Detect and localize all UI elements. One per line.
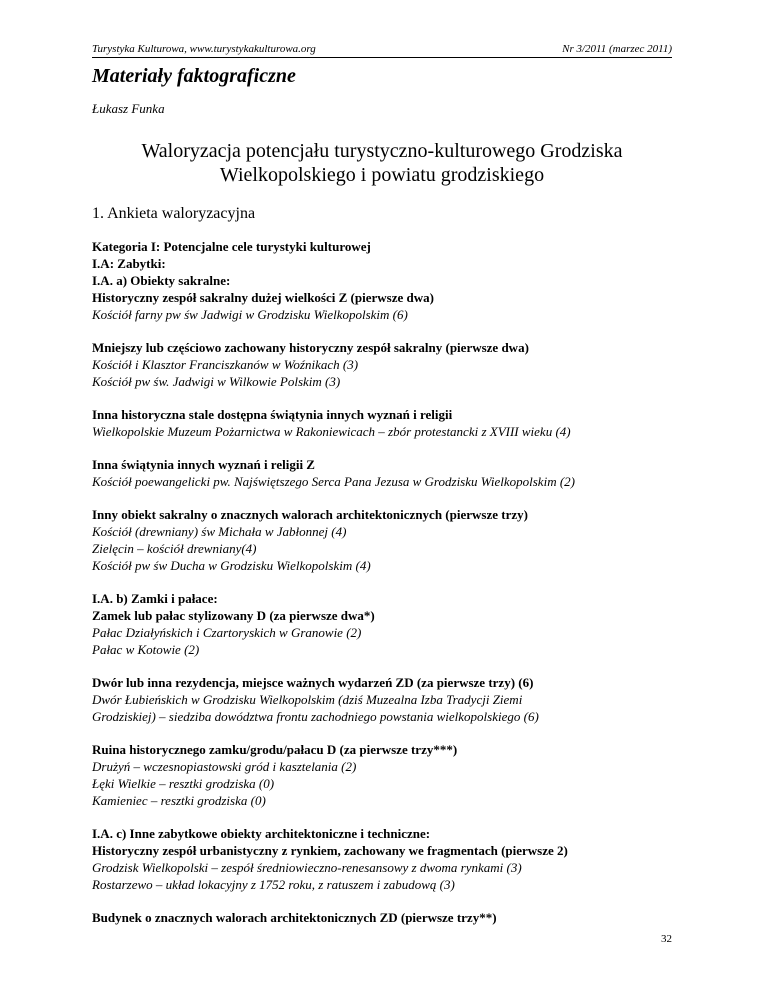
object-line: Wielkopolskie Muzeum Pożarnictwa w Rakoniewicach – zbór protestancki z XVIII wieku (4) [92, 424, 571, 439]
object-line: Kościół poewangelicki pw. Najświętszego Serca Pana Jezusa w Grodzisku Wielkopolskim (2) [92, 474, 575, 489]
survey-block [92, 909, 692, 926]
survey-block [92, 339, 692, 390]
survey-block [92, 825, 692, 893]
criterion-line: Inna historyczna stale dostępna świątynia innych wyznań i religii [92, 407, 453, 422]
criterion-line: Mniejszy lub częściowo zachowany historyczny zespół sakralny (pierwsze dwa) [92, 340, 529, 355]
survey-block [92, 506, 692, 574]
object-line: Pałac w Kotowie (2) [92, 642, 200, 657]
page-content [92, 64, 692, 942]
object-line: Grodziskiej) – siedziba dowództwa frontu zachodniego powstania wielkopolskiego (6) [92, 709, 539, 724]
section-title: Materiały faktograficzne [92, 65, 296, 87]
header-rule [92, 57, 672, 58]
object-line: Grodzisk Wielkopolski – zespół średniowieczno-renesansowy z dwoma rynkami (3) [92, 860, 522, 875]
criterion-line: Historyczny zespół sakralny dużej wielkości Z (pierwsze dwa) [92, 290, 434, 305]
criterion-line: I.A. b) Zamki i pałace: [92, 591, 218, 606]
object-line: Rostarzewo – układ lokacyjny z 1752 roku, z ratuszem i zabudową (3) [92, 877, 455, 892]
survey-block [92, 590, 692, 658]
title-line-2: Wielkopolskiego i powiatu grodziskiego [219, 164, 545, 186]
criterion-line: I.A. c) Inne zabytkowe obiekty architektoniczne i techniczne: [92, 826, 431, 841]
criterion-line: Inny obiekt sakralny o znacznych walorach architektonicznych (pierwsze trzy) [92, 507, 528, 522]
object-line: Kamieniec – resztki grodziska (0) [92, 793, 266, 808]
subsection-heading: 1. Ankieta waloryzacyjna [92, 205, 256, 222]
criterion-line: Kategoria I: Potencjalne cele turystyki kulturowej [92, 239, 371, 254]
survey-block [92, 674, 692, 725]
criterion-line: I.A: Zabytki: [92, 256, 166, 271]
criterion-line: Zamek lub pałac stylizowany D (za pierwsze dwa*) [92, 608, 375, 623]
header-journal: Turystyka Kulturowa, www.turystykakulturowa.org [92, 43, 316, 55]
object-line: Kościół i Klasztor Franciszkanów w Woźnikach (3) [92, 357, 359, 372]
object-line: Łęki Wielkie – resztki grodziska (0) [92, 776, 275, 791]
survey-block [92, 456, 692, 490]
survey-blocks [92, 238, 692, 926]
criterion-line: Budynek o znacznych walorach architektonicznych ZD (pierwsze trzy**) [92, 910, 497, 925]
survey-block [92, 741, 692, 809]
criterion-line: Inna świątynia innych wyznań i religii Z [92, 457, 315, 472]
object-line: Drużyń – wczesnopiastowski gród i kasztelania (2) [92, 759, 357, 774]
object-line: Kościół farny pw św Jadwigi w Grodzisku Wielkopolskim (6) [92, 307, 408, 322]
page-number: 32 [661, 933, 672, 945]
object-line: Kościół pw św Ducha w Grodzisku Wielkopolskim (4) [92, 558, 371, 573]
object-line: Dwór Łubieńskich w Grodzisku Wielkopolskim (dziś Muzealna Izba Tradycji Ziemi [92, 692, 523, 707]
criterion-line: I.A. a) Obiekty sakralne: [92, 273, 231, 288]
object-line: Kościół pw św. Jadwigi w Wilkowie Polskim (3) [92, 374, 341, 389]
title-line-1: Waloryzacja potencjału turystyczno-kulturowego Grodziska [141, 140, 623, 162]
criterion-line: Ruina historycznego zamku/grodu/pałacu D (za pierwsze trzy***) [92, 742, 458, 757]
criterion-line: Dwór lub inna rezydencja, miejsce ważnych wydarzeń ZD (za pierwsze trzy) (6) [92, 675, 534, 690]
survey-block [92, 238, 692, 323]
header-issue: Nr 3/2011 (marzec 2011) [562, 43, 672, 55]
running-header [92, 43, 672, 57]
document-title [92, 139, 672, 187]
criterion-line: Historyczny zespół urbanistyczny z rynkiem, zachowany we fragmentach (pierwsze 2) [92, 843, 568, 858]
object-line: Pałac Działyńskich i Czartoryskich w Granowie (2) [92, 625, 362, 640]
object-line: Zielęcin – kościół drewniany(4) [92, 541, 257, 556]
object-line: Kościół (drewniany) św Michała w Jabłonnej (4) [92, 524, 347, 539]
author-name: Łukasz Funka [92, 101, 165, 116]
survey-block [92, 406, 692, 440]
